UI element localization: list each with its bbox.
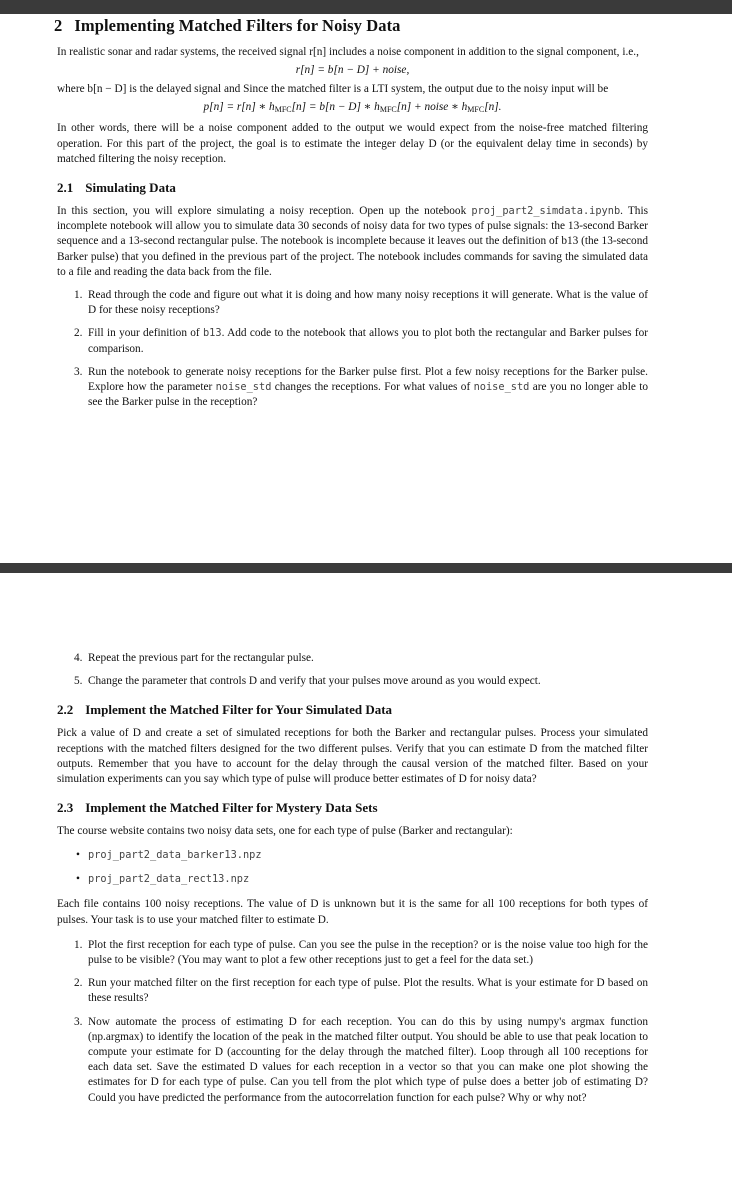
section-2-intro-c: In other words, there will be a noise component added to the output we would expect from the noise-free matched filtering operation. For this part of the project, the goal is to estimate the integer delay D (or the equivalent delay time in seconds) by matched filtering the noisy reception. [57,122,648,165]
section-2-3-body: Each file contains 100 noisy receptions. The value of D is unknown but it is the same for all 100 receptions for both types of pulses. Your task is to use your matched filter to estimate D. [57,898,648,926]
list-item: 3. Run the notebook to generate noisy receptions for the Barker pulse first. Plot a few noisy receptions for the Barker pulse. Explore how the parameter noise_std changes the receptions. For what values of noise_std are you no longer able to see the Barker pulse in the reception? [74,365,648,409]
section-2-intro-a: In realistic sonar and radar systems, the received signal r[n] includes a noise component in addition to the signal component, i.e., [57,46,639,58]
equation-1: r[n] = b[n − D] + noise, [295,64,410,77]
file-list-item: • proj_part2_data_rect13.npz [76,873,250,886]
section-2-intro-b: where b[n − D] is the delayed signal and Since the matched filter is a LTI system, the output due to the noisy input will be [57,83,609,96]
list-item: 5. Change the parameter that controls D and verify that your pulses move around as you would expect. [74,675,541,688]
section-2-2-heading: 2.2 Implement the Matched Filter for Your Simulated Data [57,702,393,718]
section-2-3-heading: 2.3 Implement the Matched Filter for Mystery Data Sets [57,800,378,816]
file-list-item: • proj_part2_data_barker13.npz [76,849,262,862]
viewer-right-strip [688,14,732,1182]
section-2-3-intro: The course website contains two noisy data sets, one for each type of pulse (Barker and rectangular): [57,825,513,838]
section-2-1-heading: 2.1 Simulating Data [57,180,176,196]
list-item: 3. Now automate the process of estimating D for each reception. You can do this by using numpy's argmax function (np.argmax) to identify the location of the peak in the matched filter output. You should be able to use that peak location to compute your estimate for D (accounting for the delay through the matched filter). Loop through all 100 receptions for each data set. Save the estimated D values for each reception in a vector so that you can make one plot showing the estimates for D for each type of pulse. Can you tell from the plot which type of pulse does a better job of estimating D? Could you have predicted the performance from the autocorrelation function for each pulse? Why or why not? [74,1015,648,1104]
list-item: 2. Fill in your definition of b13. Add code to the notebook that allows you to plot both the rectangular and Barker pulses for comparison. [74,327,649,355]
list-item: 4. Repeat the previous part for the rectangular pulse. [74,652,314,664]
pdf-page-1 [0,14,688,563]
viewer-top-bar [0,0,732,14]
list-item: 2. Run your matched filter on the first reception for each type of pulse. Plot the results. What is your estimate for D based on these results? [74,977,648,1005]
section-2-2-body: Pick a value of D and create a set of simulated receptions for both the Barker and rectangular pulses. Process your simulated receptions with the matched filters designed for the two different pulses. Verify that you can estimate D from the matched filter outputs. Remember that you have to account for the delay through the causal version of the matched filter. Based on your simulation experiments can you say which type of pulse will produce better estimates of D for noisy data? [57,727,648,786]
list-item: 1. Read through the code and figure out what it is doing and how many noisy receptions it will generate. What is the value of D for these noisy receptions? [74,289,648,317]
pdf-page-2 [0,573,688,1182]
section-2-1-body: In this section, you will explore simulating a noisy reception. Open up the notebook proj_part2_simdata.ipynb. This incomplete notebook will allow you to simulate data 30 seconds of noisy data for two types of pulse signals: the 13-second Barker sequence and a 13-second rectangular pulse. The notebook is incomplete because it leaves out the definition of b13 (the 13-second Barker pulse) that you defined in the previous part of the project. The notebook includes commands for saving the simulated data to a file and reading the data back from the file. [57,205,648,278]
list-item: 1. Plot the first reception for each type of pulse. Can you see the pulse in the reception? or is the noise value too high for the pulse to be visible? (You may want to plot a few other receptions just to get a feel for the data set.) [74,938,648,967]
section-2-heading: 2 Implementing Matched Filters for Noisy Data [54,16,401,35]
equation-2: p[n] = r[n] ∗ $h_{MFC}[n] = b[n - D]$ ∗ $h_{MFC}[n]$ + noise ∗ $h_{MFC}[n]$. [203,101,502,115]
page-gap [0,563,732,573]
